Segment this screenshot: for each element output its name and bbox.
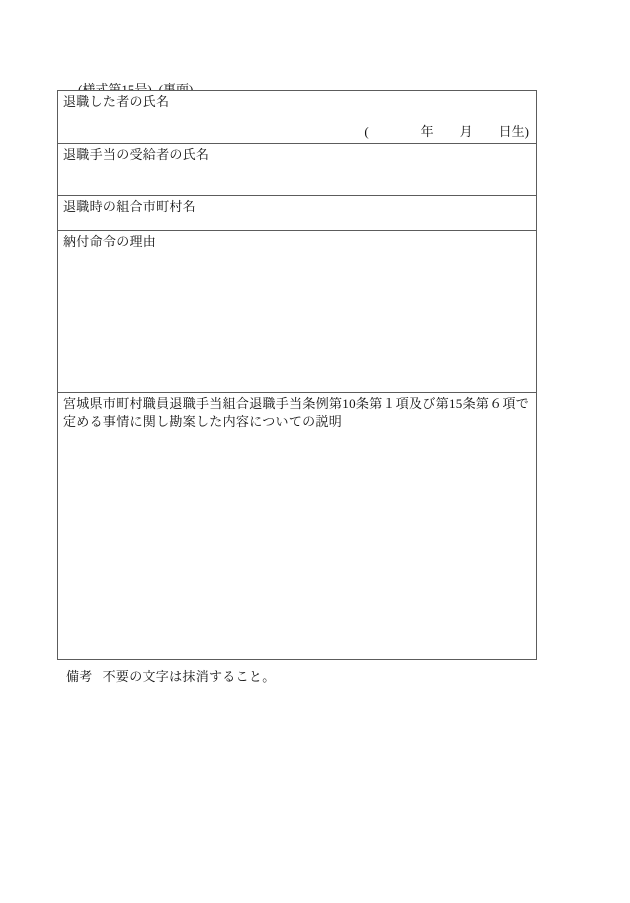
- field-municipality-at-retirement: [58, 196, 536, 231]
- field-retired-person-name: [58, 91, 536, 144]
- birth-date-line: ( 年 月 日生): [364, 124, 529, 139]
- field-allowance-recipient-name: [58, 144, 536, 196]
- field-consideration-explanation: [58, 393, 536, 659]
- remarks-note: [66, 668, 276, 685]
- remarks-text: 不要の文字は抹消すること。: [102, 669, 276, 684]
- municipality-at-retirement-label: 退職時の組合市町村名: [63, 199, 197, 214]
- form-table: [57, 90, 537, 660]
- field-payment-order-reason: [58, 231, 536, 393]
- retired-person-name-label: 退職した者の氏名: [63, 94, 170, 109]
- remarks-title: 備考: [66, 669, 93, 684]
- payment-order-reason-label: 納付命令の理由: [63, 234, 157, 249]
- consideration-explanation-label: 宮城県市町村職員退職手当組合退職手当条例第10条第１項及び第15条第６項で定める事情に関し勘案した内容についての説明: [63, 396, 530, 429]
- allowance-recipient-name-label: 退職手当の受給者の氏名: [63, 147, 210, 162]
